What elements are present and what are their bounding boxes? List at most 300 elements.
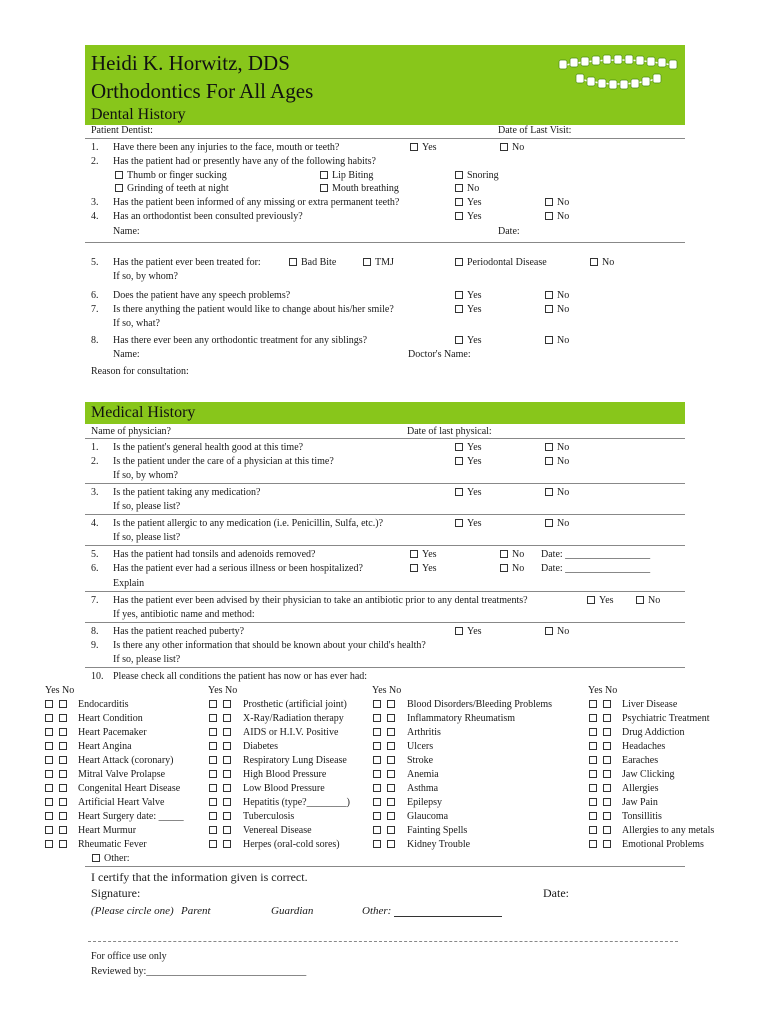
medical-q5-yes[interactable] (410, 549, 437, 561)
condition-no-checkbox[interactable] (603, 728, 611, 736)
condition-label: Respiratory Lung Disease (243, 755, 347, 766)
condition-yes-checkbox[interactable] (45, 784, 53, 792)
condition-no-checkbox[interactable] (59, 700, 67, 708)
condition-row[interactable] (373, 699, 552, 711)
condition-row[interactable] (373, 797, 442, 809)
checkbox[interactable] (455, 258, 463, 266)
condition-no-checkbox[interactable] (223, 798, 231, 806)
dental-q3-yes[interactable] (455, 197, 482, 209)
yes-no-header: Yes No (208, 685, 238, 696)
condition-label: Asthma (407, 783, 439, 794)
condition-row[interactable] (209, 727, 339, 739)
condition-yes-checkbox[interactable] (373, 840, 381, 848)
condition-row[interactable] (45, 769, 166, 781)
checkbox[interactable] (455, 336, 463, 344)
condition-other[interactable] (92, 853, 130, 865)
condition-yes-checkbox[interactable] (45, 798, 53, 806)
dental-q4-no[interactable] (545, 211, 569, 223)
other-label: Other: (104, 853, 130, 864)
condition-no-checkbox[interactable] (223, 812, 231, 820)
condition-row[interactable] (589, 797, 658, 809)
signature-label[interactable]: Signature: (91, 886, 141, 900)
checkbox[interactable] (636, 596, 644, 604)
medical-q1-no[interactable] (545, 442, 569, 454)
checkbox[interactable] (115, 171, 123, 179)
medical-q2-yes[interactable] (455, 456, 482, 468)
q-number: 3. (91, 197, 99, 208)
dental-q1-yes[interactable] (410, 142, 437, 154)
dashed-divider (88, 941, 678, 942)
dental-q1-no[interactable] (500, 142, 524, 154)
medical-history-banner (85, 402, 685, 424)
condition-no-checkbox[interactable] (603, 812, 611, 820)
checkbox[interactable] (455, 519, 463, 527)
q-number: 10. (91, 671, 104, 682)
medical-q6-yes[interactable] (410, 563, 437, 575)
checkbox[interactable] (455, 488, 463, 496)
habit-lip[interactable] (320, 170, 373, 182)
explain-label: Explain (113, 578, 145, 589)
condition-no-checkbox[interactable] (59, 742, 67, 750)
condition-row[interactable] (589, 755, 659, 767)
habit-label: Thumb or finger sucking (127, 170, 227, 181)
condition-row[interactable] (45, 811, 184, 823)
yes-label: Yes (467, 442, 482, 453)
condition-no-checkbox[interactable] (59, 728, 67, 736)
condition-row[interactable] (45, 783, 181, 795)
habit-none[interactable] (455, 183, 479, 195)
medical-q1: Is the patient's general health good at this time? (113, 442, 304, 453)
divider (85, 866, 685, 867)
condition-yes-checkbox[interactable] (45, 812, 53, 820)
condition-row[interactable] (209, 741, 278, 753)
condition-no-checkbox[interactable] (387, 826, 395, 834)
condition-yes-checkbox[interactable] (45, 728, 53, 736)
condition-row[interactable] (373, 755, 434, 767)
condition-row[interactable] (209, 699, 347, 711)
condition-no-checkbox[interactable] (387, 742, 395, 750)
no-label: No (557, 518, 570, 529)
medical-q9: Is there any other information that should be known about your child's health? (113, 640, 426, 651)
condition-label: Heart Attack (coronary) (78, 755, 174, 766)
condition-yes-checkbox[interactable] (589, 784, 597, 792)
checkbox[interactable] (500, 550, 508, 558)
checkbox[interactable] (455, 443, 463, 451)
condition-no-checkbox[interactable] (223, 700, 231, 708)
medical-q4-yes[interactable] (455, 518, 482, 530)
habit-label: Lip Biting (332, 170, 374, 181)
checkbox[interactable] (455, 291, 463, 299)
condition-row[interactable] (45, 797, 165, 809)
condition-no-checkbox[interactable] (603, 742, 611, 750)
dental-q6-no[interactable] (545, 290, 569, 302)
condition-no-checkbox[interactable] (59, 798, 67, 806)
treated-tmj[interactable] (363, 257, 394, 269)
checkbox[interactable] (545, 519, 553, 527)
checkbox[interactable] (545, 212, 553, 220)
condition-yes-checkbox[interactable] (373, 812, 381, 820)
checkbox[interactable] (115, 184, 123, 192)
habit-mouth[interactable] (320, 183, 399, 195)
checkbox[interactable] (500, 564, 508, 572)
condition-no-checkbox[interactable] (387, 700, 395, 708)
condition-no-checkbox[interactable] (59, 840, 67, 848)
q-number: 6. (91, 563, 99, 574)
no-label: No (557, 442, 570, 453)
condition-yes-checkbox[interactable] (209, 700, 217, 708)
condition-label: Ulcers (407, 741, 434, 752)
condition-yes-checkbox[interactable] (209, 784, 217, 792)
condition-yes-checkbox[interactable] (589, 700, 597, 708)
checkbox[interactable] (289, 258, 297, 266)
condition-yes-checkbox[interactable] (209, 840, 217, 848)
condition-label: Low Blood Pressure (243, 783, 325, 794)
if-so-by-whom: If so, by whom? (113, 470, 178, 481)
condition-yes-checkbox[interactable] (373, 700, 381, 708)
checkbox[interactable] (590, 258, 598, 266)
condition-no-checkbox[interactable] (387, 756, 395, 764)
no-label: No (602, 257, 615, 268)
condition-label: Epilepsy (407, 797, 442, 808)
condition-yes-checkbox[interactable] (373, 728, 381, 736)
condition-no-checkbox[interactable] (603, 798, 611, 806)
medical-q4: Is the patient allergic to any medication (i.e. Penicillin, Sulfa, etc.)? (113, 518, 384, 529)
q-number: 4. (91, 518, 99, 529)
dental-q3: Has the patient been informed of any missing or extra permanent teeth? (113, 197, 400, 208)
checkbox[interactable] (363, 258, 371, 266)
treated-no[interactable] (590, 257, 614, 269)
condition-no-checkbox[interactable] (603, 770, 611, 778)
condition-label: X-Ray/Radiation therapy (243, 713, 344, 724)
condition-label: Endocarditis (78, 699, 129, 710)
medical-q3-yes[interactable] (455, 487, 482, 499)
condition-no-checkbox[interactable] (223, 756, 231, 764)
condition-no-checkbox[interactable] (223, 770, 231, 778)
yes-label: Yes (599, 595, 614, 606)
condition-yes-checkbox[interactable] (45, 714, 53, 722)
habit-label: Grinding of teeth at night (127, 183, 229, 194)
condition-yes-checkbox[interactable] (209, 756, 217, 764)
condition-row[interactable] (45, 713, 143, 725)
condition-row[interactable] (373, 783, 439, 795)
q-number: 8. (91, 335, 99, 346)
condition-no-checkbox[interactable] (603, 756, 611, 764)
checkbox[interactable] (455, 305, 463, 313)
dental-q6: Does the patient have any speech problems? (113, 290, 291, 301)
dental-q7-yes[interactable] (455, 304, 482, 316)
condition-yes-checkbox[interactable] (45, 700, 53, 708)
condition-no-checkbox[interactable] (387, 784, 395, 792)
checkbox[interactable] (455, 198, 463, 206)
yes-no-header: Yes No (372, 685, 402, 696)
condition-no-checkbox[interactable] (59, 756, 67, 764)
medical-q8-yes[interactable] (455, 626, 482, 638)
condition-yes-checkbox[interactable] (209, 826, 217, 834)
yes-label: Yes (467, 456, 482, 467)
condition-row[interactable] (209, 783, 325, 795)
condition-yes-checkbox[interactable] (589, 714, 597, 722)
medical-q7-no[interactable] (636, 595, 660, 607)
dental-q7-no[interactable] (545, 304, 569, 316)
checkbox[interactable] (455, 212, 463, 220)
condition-row[interactable] (45, 839, 147, 851)
condition-label: Prosthetic (artificial joint) (243, 699, 347, 710)
condition-label: Fainting Spells (407, 825, 468, 836)
condition-yes-checkbox[interactable] (589, 812, 597, 820)
condition-row[interactable] (589, 713, 710, 725)
medical-q2-no[interactable] (545, 456, 569, 468)
yes-label: Yes (467, 290, 482, 301)
condition-yes-checkbox[interactable] (45, 770, 53, 778)
physician-label: Name of physician? (91, 426, 171, 437)
condition-label: Heart Pacemaker (78, 727, 147, 738)
yes-label: Yes (422, 563, 437, 574)
yes-label: Yes (467, 518, 482, 529)
checkbox[interactable] (410, 550, 418, 558)
condition-no-checkbox[interactable] (603, 784, 611, 792)
dental-q6-yes[interactable] (455, 290, 482, 302)
condition-row[interactable] (589, 741, 666, 753)
no-label: No (557, 456, 570, 467)
guardian-option[interactable]: Guardian (271, 905, 314, 917)
dental-q1: Have there been any injuries to the face, mouth or teeth? (113, 142, 340, 153)
medical-q5: Has the patient had tonsils and adenoids removed? (113, 549, 316, 560)
condition-yes-checkbox[interactable] (373, 784, 381, 792)
other-blank[interactable] (394, 906, 502, 917)
condition-no-checkbox[interactable] (59, 770, 67, 778)
condition-yes-checkbox[interactable] (373, 770, 381, 778)
condition-no-checkbox[interactable] (59, 784, 67, 792)
divider (85, 138, 685, 139)
condition-no-checkbox[interactable] (603, 840, 611, 848)
condition-row[interactable] (45, 741, 132, 753)
condition-row[interactable] (209, 755, 347, 767)
condition-row[interactable] (209, 825, 312, 837)
habit-grinding[interactable] (115, 183, 229, 195)
condition-row[interactable] (589, 825, 715, 837)
condition-row[interactable] (209, 811, 295, 823)
condition-no-checkbox[interactable] (223, 714, 231, 722)
condition-label: Drug Addiction (622, 727, 685, 738)
yes-no-header: Yes No (45, 685, 75, 696)
condition-row[interactable] (589, 769, 675, 781)
condition-row[interactable] (589, 727, 685, 739)
condition-row[interactable] (373, 825, 468, 837)
q-number: 5. (91, 549, 99, 560)
condition-row[interactable] (45, 727, 147, 739)
yes-label: Yes (467, 487, 482, 498)
divider (85, 242, 685, 243)
dental-q4: Has an orthodontist been consulted previously? (113, 211, 303, 222)
condition-yes-checkbox[interactable] (589, 798, 597, 806)
condition-yes-checkbox[interactable] (589, 840, 597, 848)
divider (85, 622, 685, 623)
parent-option[interactable]: Parent (181, 905, 211, 917)
condition-label: Diabetes (243, 741, 278, 752)
condition-no-checkbox[interactable] (387, 714, 395, 722)
condition-label: Allergies to any metals (622, 825, 715, 836)
condition-no-checkbox[interactable] (387, 798, 395, 806)
condition-yes-checkbox[interactable] (209, 714, 217, 722)
condition-yes-checkbox[interactable] (373, 756, 381, 764)
checkbox[interactable] (545, 291, 553, 299)
condition-no-checkbox[interactable] (223, 728, 231, 736)
checkbox[interactable] (545, 457, 553, 465)
condition-label: Arthritis (407, 727, 441, 738)
checkbox[interactable] (455, 457, 463, 465)
medical-q5-no[interactable] (500, 549, 524, 561)
checkbox[interactable] (545, 198, 553, 206)
checkbox[interactable] (500, 143, 508, 151)
checkbox[interactable] (545, 488, 553, 496)
condition-no-checkbox[interactable] (387, 728, 395, 736)
condition-yes-checkbox[interactable] (45, 840, 53, 848)
condition-yes-checkbox[interactable] (45, 826, 53, 834)
medical-q4-no[interactable] (545, 518, 569, 530)
condition-no-checkbox[interactable] (603, 700, 611, 708)
medical-q7-yes[interactable] (587, 595, 614, 607)
condition-no-checkbox[interactable] (59, 826, 67, 834)
yes-label: Yes (467, 626, 482, 637)
condition-yes-checkbox[interactable] (589, 728, 597, 736)
checkbox[interactable] (545, 443, 553, 451)
condition-label: Blood Disorders/Bleeding Problems (407, 699, 552, 710)
yes-label: Yes (467, 211, 482, 222)
doctor-name: Heidi K. Horwitz, DDS (91, 51, 290, 75)
condition-label: Glaucoma (407, 811, 449, 822)
condition-row[interactable] (373, 839, 471, 851)
condition-yes-checkbox[interactable] (209, 812, 217, 820)
checkbox[interactable] (545, 336, 553, 344)
condition-row[interactable] (373, 769, 439, 781)
condition-row[interactable] (209, 797, 350, 809)
dental-q7: Is there anything the patient would like to change about his/her smile? (113, 304, 394, 315)
habit-label: Snoring (467, 170, 499, 181)
condition-yes-checkbox[interactable] (209, 798, 217, 806)
medical-q3-no[interactable] (545, 487, 569, 499)
hospitalized-date[interactable]: Date: _________________ (541, 563, 651, 574)
reviewed-by-label[interactable]: Reviewed by:________________________________ (91, 966, 307, 977)
no-label: No (557, 290, 570, 301)
tonsils-date[interactable]: Date: _________________ (541, 549, 651, 560)
condition-row[interactable] (589, 699, 678, 711)
habit-snoring[interactable] (455, 170, 499, 182)
dental-q4-yes[interactable] (455, 211, 482, 223)
habit-thumb[interactable] (115, 170, 227, 182)
condition-row[interactable] (373, 727, 441, 739)
condition-no-checkbox[interactable] (223, 742, 231, 750)
condition-no-checkbox[interactable] (387, 812, 395, 820)
condition-row[interactable] (589, 811, 662, 823)
medical-q1-yes[interactable] (455, 442, 482, 454)
medical-q2: Is the patient under the care of a physician at this time? (113, 456, 334, 467)
checkbox[interactable] (320, 171, 328, 179)
condition-yes-checkbox[interactable] (373, 826, 381, 834)
condition-no-checkbox[interactable] (223, 840, 231, 848)
condition-no-checkbox[interactable] (603, 714, 611, 722)
condition-yes-checkbox[interactable] (209, 742, 217, 750)
condition-yes-checkbox[interactable] (373, 742, 381, 750)
condition-yes-checkbox[interactable] (209, 770, 217, 778)
condition-no-checkbox[interactable] (59, 812, 67, 820)
dental-q3-no[interactable] (545, 197, 569, 209)
dental-history-title: Dental History (91, 106, 186, 123)
yes-no-header: Yes No (588, 685, 618, 696)
condition-label: Liver Disease (622, 699, 678, 710)
condition-row[interactable] (45, 755, 174, 767)
condition-no-checkbox[interactable] (59, 714, 67, 722)
divider (85, 514, 685, 515)
condition-yes-checkbox[interactable] (589, 756, 597, 764)
condition-no-checkbox[interactable] (387, 770, 395, 778)
medical-q6-no[interactable] (500, 563, 524, 575)
condition-row[interactable] (589, 839, 704, 851)
condition-row[interactable] (373, 741, 434, 753)
checkbox[interactable] (455, 184, 463, 192)
checkbox[interactable] (410, 143, 418, 151)
yes-label: Yes (422, 142, 437, 153)
checkbox[interactable] (455, 627, 463, 635)
condition-row[interactable] (589, 783, 659, 795)
condition-row[interactable] (373, 713, 516, 725)
medical-q8-no[interactable] (545, 626, 569, 638)
condition-no-checkbox[interactable] (603, 826, 611, 834)
condition-no-checkbox[interactable] (387, 840, 395, 848)
condition-label: Tuberculosis (243, 811, 295, 822)
q-number: 1. (91, 442, 99, 453)
dental-q8-no[interactable] (545, 335, 569, 347)
condition-row[interactable] (45, 825, 137, 837)
condition-row[interactable] (209, 839, 340, 851)
checkbox[interactable] (92, 854, 100, 862)
condition-yes-checkbox[interactable] (45, 742, 53, 750)
condition-yes-checkbox[interactable] (45, 756, 53, 764)
condition-label: Heart Surgery date: _____ (78, 811, 184, 822)
checkbox[interactable] (545, 627, 553, 635)
checkbox[interactable] (587, 596, 595, 604)
condition-yes-checkbox[interactable] (589, 826, 597, 834)
habit-label: No (467, 183, 480, 194)
condition-yes-checkbox[interactable] (589, 742, 597, 750)
condition-row[interactable] (45, 699, 129, 711)
option-label: TMJ (375, 257, 394, 268)
condition-label: Congenital Heart Disease (78, 783, 181, 794)
condition-yes-checkbox[interactable] (209, 728, 217, 736)
checkbox[interactable] (410, 564, 418, 572)
dental-q8-yes[interactable] (455, 335, 482, 347)
condition-yes-checkbox[interactable] (373, 714, 381, 722)
condition-label: Rheumatic Fever (78, 839, 147, 850)
condition-no-checkbox[interactable] (223, 784, 231, 792)
yes-label: Yes (467, 304, 482, 315)
checkbox[interactable] (320, 184, 328, 192)
condition-row[interactable] (209, 769, 327, 781)
cert-date-label[interactable]: Date: (543, 886, 569, 900)
other-option[interactable] (362, 905, 502, 917)
condition-label: Heart Angina (78, 741, 132, 752)
sibling-name-label: Name: (113, 349, 140, 360)
treated-bad-bite[interactable] (289, 257, 336, 269)
condition-yes-checkbox[interactable] (589, 770, 597, 778)
condition-row[interactable] (373, 811, 449, 823)
checkbox[interactable] (545, 305, 553, 313)
condition-row[interactable] (209, 713, 344, 725)
condition-no-checkbox[interactable] (223, 826, 231, 834)
checkbox[interactable] (455, 171, 463, 179)
condition-yes-checkbox[interactable] (373, 798, 381, 806)
treated-perio[interactable] (455, 257, 547, 269)
condition-label: Emotional Problems (622, 839, 704, 850)
